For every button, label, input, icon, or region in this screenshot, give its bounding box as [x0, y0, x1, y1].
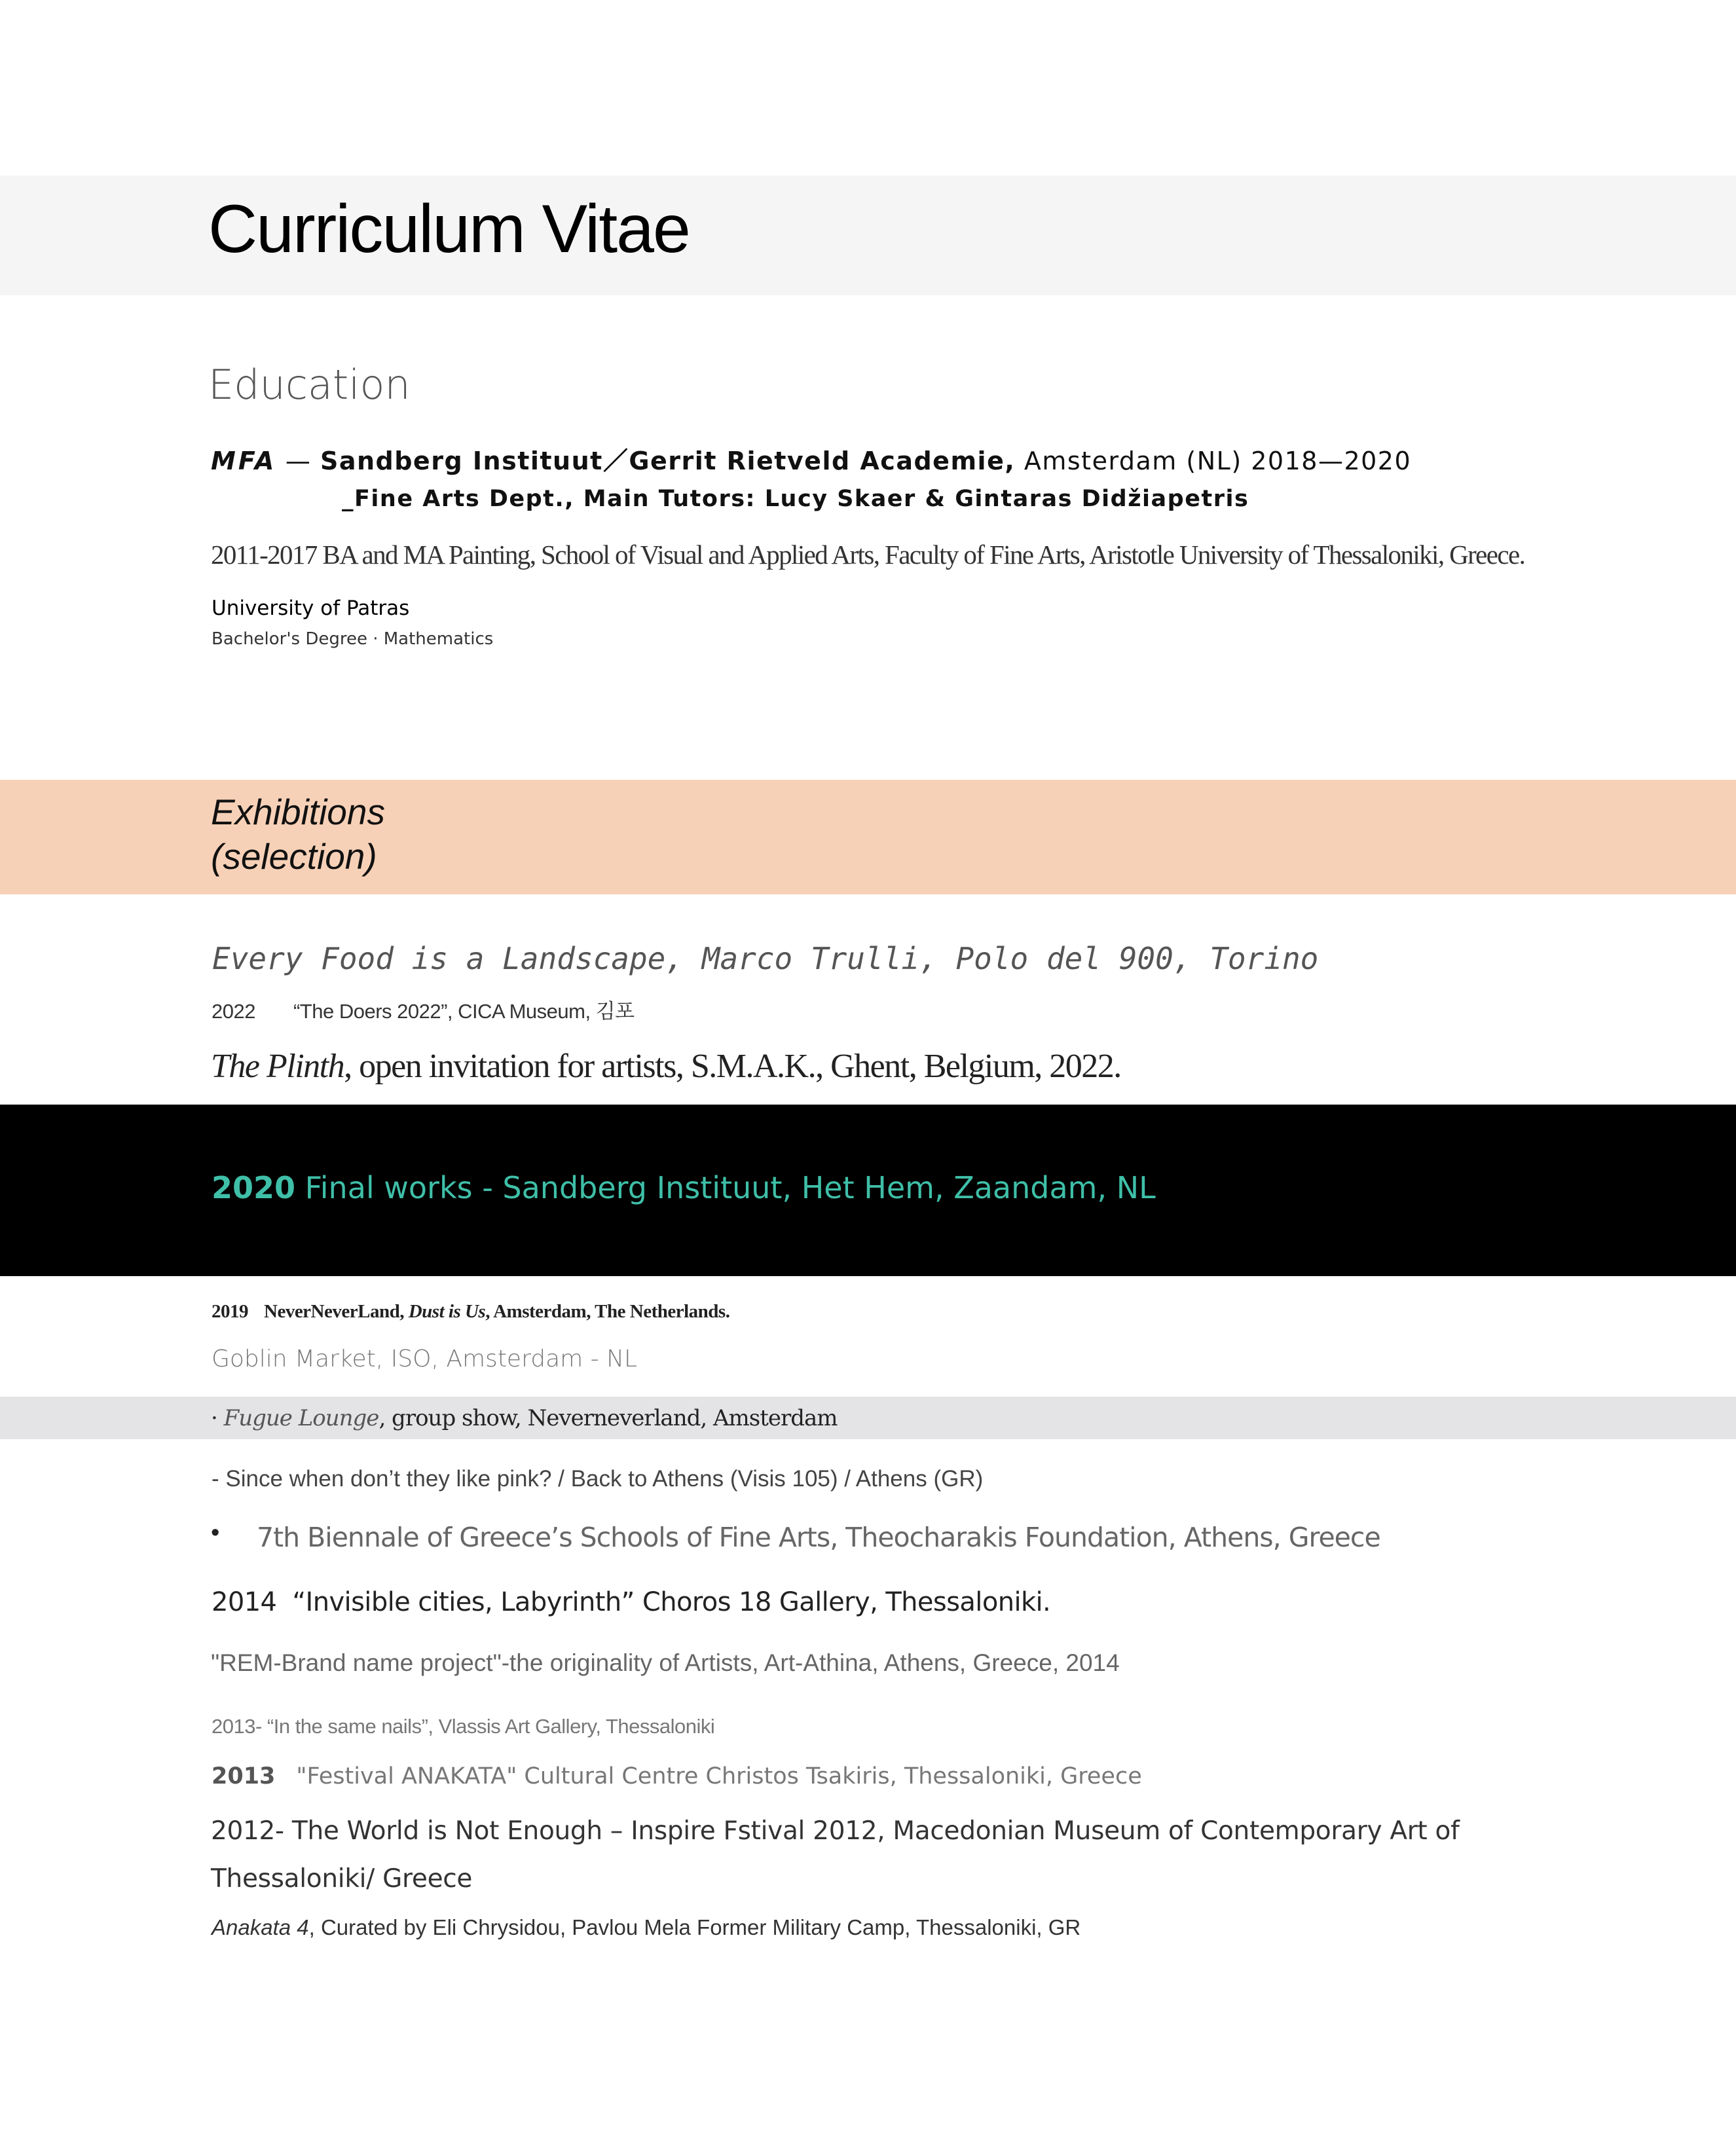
exhibition-title: Dust is Us [408, 1301, 486, 1322]
exhibition-item-rem-brand: "REM-Brand name project"-the originality of Artists, Art-Athina, Athens, Greece, 2014 [211, 1649, 1120, 1676]
exhibition-item-festival-anakata [212, 1759, 1142, 1793]
exhibition-year: 2022 [212, 1000, 255, 1023]
mfa-dash: — [276, 447, 320, 475]
exhibition-title: Fugue Lounge [223, 1405, 379, 1431]
patras-university-name: University of Patras [212, 596, 410, 620]
mfa-location-years: Amsterdam (NL) 2018—2020 [1015, 447, 1412, 475]
exhibition-item-pink: - Since when don’t they like pink? / Back to Athens (Visis 105) / Athens (GR) [212, 1466, 984, 1492]
exhibition-title: The Plinth [211, 1048, 344, 1085]
exhibition-title: Anakata 4 [212, 1915, 309, 1939]
bullet-icon: • [211, 1519, 220, 1547]
exhibition-year: 2014 [212, 1587, 277, 1617]
exhibition-item-world-not-enough-line2: Thessaloniki/ Greece [211, 1864, 473, 1894]
exhibition-item-invisible-cities [212, 1583, 1050, 1621]
exhibition-item-neverneverland [212, 1298, 729, 1325]
exhibition-year: 2020 [212, 1170, 296, 1205]
education-heading: Education [208, 361, 411, 409]
exhibition-text: , group show, Neverneverland, Amsterdam [379, 1405, 838, 1431]
exhibition-text: "Festival ANAKATA" Cultural Centre Christos Tsakiris, Thessaloniki, Greece [296, 1763, 1142, 1789]
exhibition-year: 2019 [212, 1301, 248, 1322]
exhibition-prefix: NeverNeverLand, [264, 1301, 409, 1322]
exhibition-item-world-not-enough-line1: 2012- The World is Not Enough – Inspire Fstival 2012, Macedonian Museum of Contemporary Art of [211, 1816, 1460, 1846]
exhibitions-heading-line2: (selection) [211, 836, 377, 877]
exhibition-prefix: · [211, 1405, 224, 1431]
exhibition-item-doers [212, 997, 635, 1027]
mfa-department: _Fine Arts Dept., Main Tutors: Lucy Skaer & Gintaras Didžiapetris [342, 486, 1249, 512]
mfa-degree: MFA [211, 447, 277, 475]
exhibition-item-fugue-lounge [211, 1402, 838, 1435]
exhibition-item-plinth [211, 1044, 1121, 1090]
exhibition-item-goblin-market: Goblin Market, ISO, Amsterdam - NL [212, 1346, 638, 1372]
exhibition-text: , open invitation for artists, S.M.A.K., Ghent, Belgium, 2022. [344, 1048, 1121, 1085]
education-mfa-line [211, 443, 1411, 479]
exhibition-item-food-landscape: Every Food is a Landscape, Marco Trulli, Polo del 900, Torino [212, 941, 1319, 976]
patras-degree: Bachelor's Degree · Mathematics [212, 629, 494, 649]
exhibition-item-biennale: 7th Biennale of Greece’s Schools of Fine Arts, Theocharakis Foundation, Athens, Greece [257, 1522, 1380, 1553]
exhibition-text: “The Doers 2022”, CICA Museum, 김포 [293, 1000, 635, 1023]
page-title: Curriculum Vitae [208, 191, 690, 267]
exhibition-text: Final works - Sandberg Instituut, Het Hem, Zaandam, NL [295, 1170, 1156, 1205]
exhibition-text: , Curated by Eli Chrysidou, Pavlou Mela Former Military Camp, Thessaloniki, GR [308, 1915, 1081, 1939]
mfa-institutions: Sandberg Instituut／Gerrit Rietveld Academie, [320, 447, 1016, 475]
exhibitions-heading [211, 790, 385, 879]
exhibition-item-final-works [212, 1167, 1156, 1209]
exhibition-item-anakata-4 [212, 1911, 1080, 1944]
exhibition-year: 2013 [212, 1763, 276, 1789]
education-ba-ma: 2011-2017 BA and MA Painting, School of Visual and Applied Arts, Faculty of Fine Arts, Aristotle University of Thessaloniki, Greece. [211, 540, 1525, 570]
exhibition-text: “Invisible cities, Labyrinth” Choros 18 Gallery, Thessaloniki. [292, 1587, 1051, 1617]
exhibition-suffix: , Amsterdam, The Netherlands. [485, 1301, 730, 1322]
exhibitions-heading-line1: Exhibitions [211, 792, 385, 832]
exhibition-item-same-nails: 2013- “In the same nails”, Vlassis Art Gallery, Thessaloniki [212, 1715, 715, 1738]
